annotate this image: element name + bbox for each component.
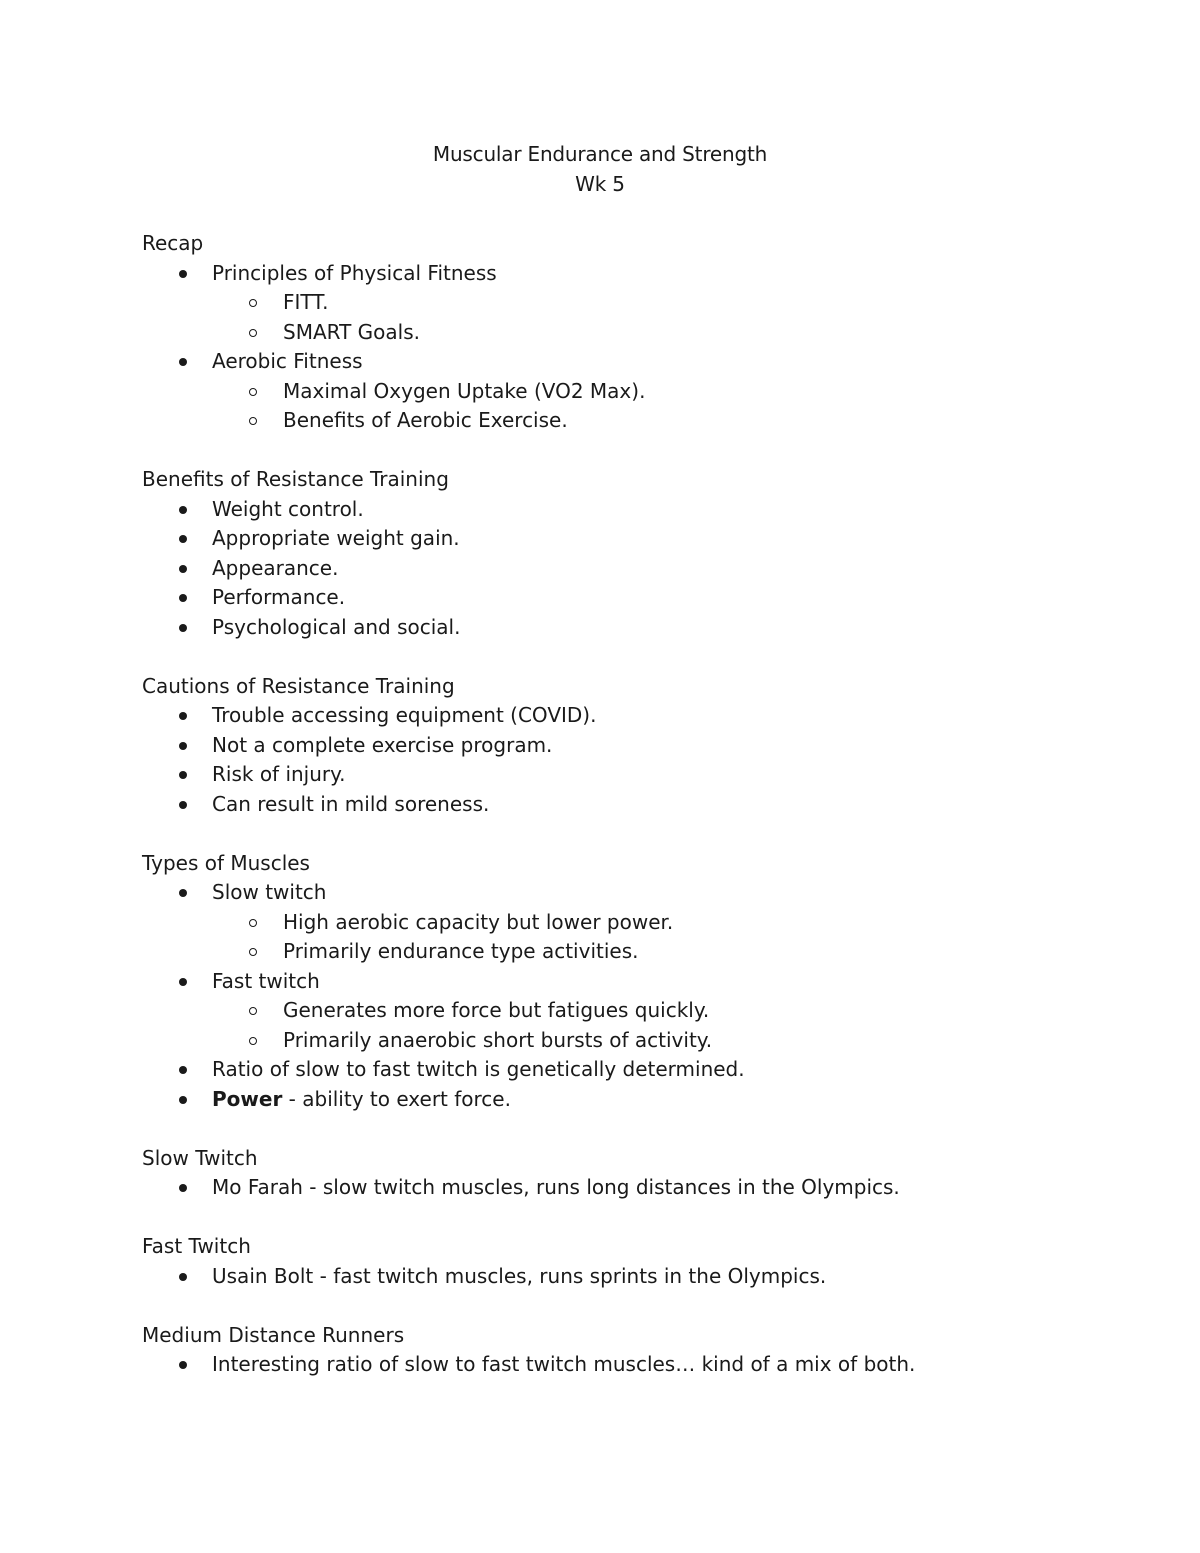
list-item-text: Not a complete exercise program. — [212, 732, 553, 757]
bullet-circle-icon — [249, 329, 257, 337]
list-item — [142, 701, 1142, 731]
sub-list-item-text: Maximal Oxygen Uptake (VO2 Max). — [283, 378, 646, 403]
list-item-text: Risk of injury. — [212, 762, 346, 786]
list-item-text: Can result in mild soreness. — [212, 791, 490, 816]
list-item — [142, 790, 1142, 820]
bullet-dot-icon — [179, 594, 187, 602]
list-item — [142, 259, 1142, 289]
bullet-dot-icon — [179, 506, 187, 514]
list-item — [142, 524, 1142, 554]
sub-list-item-text: Primarily endurance type activities. — [283, 939, 639, 963]
bullet-dot-icon — [179, 712, 187, 720]
bullet-dot-icon — [179, 565, 187, 573]
section-heading-benefits: Benefits of Resistance Training — [142, 467, 449, 491]
list-item-text: Ratio of slow to fast twitch is genetically determined. — [212, 1057, 745, 1081]
bullet-dot-icon — [179, 742, 187, 750]
sub-list-item — [142, 996, 1142, 1026]
document-title: Muscular Endurance and Strength — [432, 142, 768, 166]
document-body — [142, 229, 1142, 1380]
list-item-text: Mo Farah - slow twitch muscles, runs long distances in the Olympics. — [212, 1175, 900, 1199]
bullet-circle-icon — [249, 948, 257, 956]
list-item-text: Performance. — [212, 585, 346, 609]
sub-list-item-text: SMART Goals. — [283, 319, 420, 344]
bullet-dot-icon — [179, 624, 187, 632]
list-item — [142, 1055, 1142, 1085]
document-subtitle: Wk 5 — [575, 172, 625, 196]
sub-list-item-text: Generates more force but fatigues quickly. — [283, 998, 710, 1022]
bullet-circle-icon — [249, 388, 257, 396]
section-heading-types: Types of Muscles — [142, 850, 310, 875]
bullet-circle-icon — [249, 417, 257, 425]
sub-list-item-text: Primarily anaerobic short bursts of activity. — [283, 1027, 713, 1052]
spacer — [142, 436, 1142, 466]
sub-list-item-text: High aerobic capacity but lower power. — [283, 909, 674, 934]
sub-list-item — [142, 937, 1142, 967]
spacer — [142, 642, 1142, 672]
list-item — [142, 554, 1142, 584]
sub-list-item — [142, 908, 1142, 938]
section-heading-cautions: Cautions of Resistance Training — [142, 673, 455, 698]
list-item — [142, 613, 1142, 643]
sub-list-item — [142, 406, 1142, 436]
bullet-dot-icon — [179, 535, 187, 543]
section-heading-slow-twitch: Slow Twitch — [142, 1145, 258, 1170]
term-power: Power — [212, 1086, 283, 1111]
list-item — [142, 967, 1142, 997]
list-item-text: Slow twitch — [212, 880, 327, 904]
list-item — [142, 583, 1142, 613]
sub-list-item — [142, 1026, 1142, 1056]
list-item-text: Appearance. — [212, 555, 339, 580]
list-item-text: Weight control. — [212, 496, 364, 521]
bullet-dot-icon — [179, 1273, 187, 1281]
section-heading-fast-twitch: Fast Twitch — [142, 1234, 251, 1258]
spacer — [142, 819, 1142, 849]
sub-list-item-text: FITT. — [283, 290, 329, 314]
list-item-text: Appropriate weight gain. — [212, 526, 460, 550]
list-item — [142, 1262, 1142, 1292]
list-item — [142, 731, 1142, 761]
sub-list-item — [142, 318, 1142, 348]
bullet-dot-icon — [179, 1066, 187, 1074]
bullet-dot-icon — [179, 889, 187, 897]
bullet-dot-icon — [179, 270, 187, 278]
sub-list-item — [142, 288, 1142, 318]
list-item — [142, 878, 1142, 908]
spacer — [142, 1291, 1142, 1321]
bullet-dot-icon — [179, 1361, 187, 1369]
sub-list-item — [142, 377, 1142, 407]
list-item-text: Interesting ratio of slow to fast twitch muscles… kind of a mix of both. — [212, 1352, 916, 1376]
bullet-dot-icon — [179, 358, 187, 366]
bullet-circle-icon — [249, 919, 257, 927]
bullet-circle-icon — [249, 1007, 257, 1015]
bullet-dot-icon — [179, 1096, 187, 1104]
list-item-text: Principles of Physical Fitness — [212, 260, 497, 285]
list-item-text: Usain Bolt - fast twitch muscles, runs sprints in the Olympics. — [212, 1263, 827, 1288]
list-item — [142, 1085, 1142, 1115]
list-item — [142, 760, 1142, 790]
list-item-text: - ability to exert force. — [282, 1086, 511, 1111]
spacer — [142, 1114, 1142, 1144]
spacer — [142, 1203, 1142, 1233]
list-item-text: Psychological and social. — [212, 614, 461, 639]
bullet-dot-icon — [179, 978, 187, 986]
section-heading-medium-distance: Medium Distance Runners — [142, 1322, 405, 1347]
bullet-dot-icon — [179, 771, 187, 779]
list-item-text: Aerobic Fitness — [212, 349, 363, 373]
list-item-text: Trouble accessing equipment (COVID). — [212, 703, 597, 727]
list-item — [142, 495, 1142, 525]
section-heading-recap: Recap — [142, 231, 204, 255]
list-item-text: Fast twitch — [212, 968, 320, 993]
bullet-circle-icon — [249, 299, 257, 307]
bullet-circle-icon — [249, 1037, 257, 1045]
sub-list-item-text: Benefits of Aerobic Exercise. — [283, 408, 568, 432]
list-item — [142, 1173, 1142, 1203]
list-item — [142, 347, 1142, 377]
list-item — [142, 1350, 1142, 1380]
bullet-dot-icon — [179, 801, 187, 809]
bullet-dot-icon — [179, 1184, 187, 1192]
